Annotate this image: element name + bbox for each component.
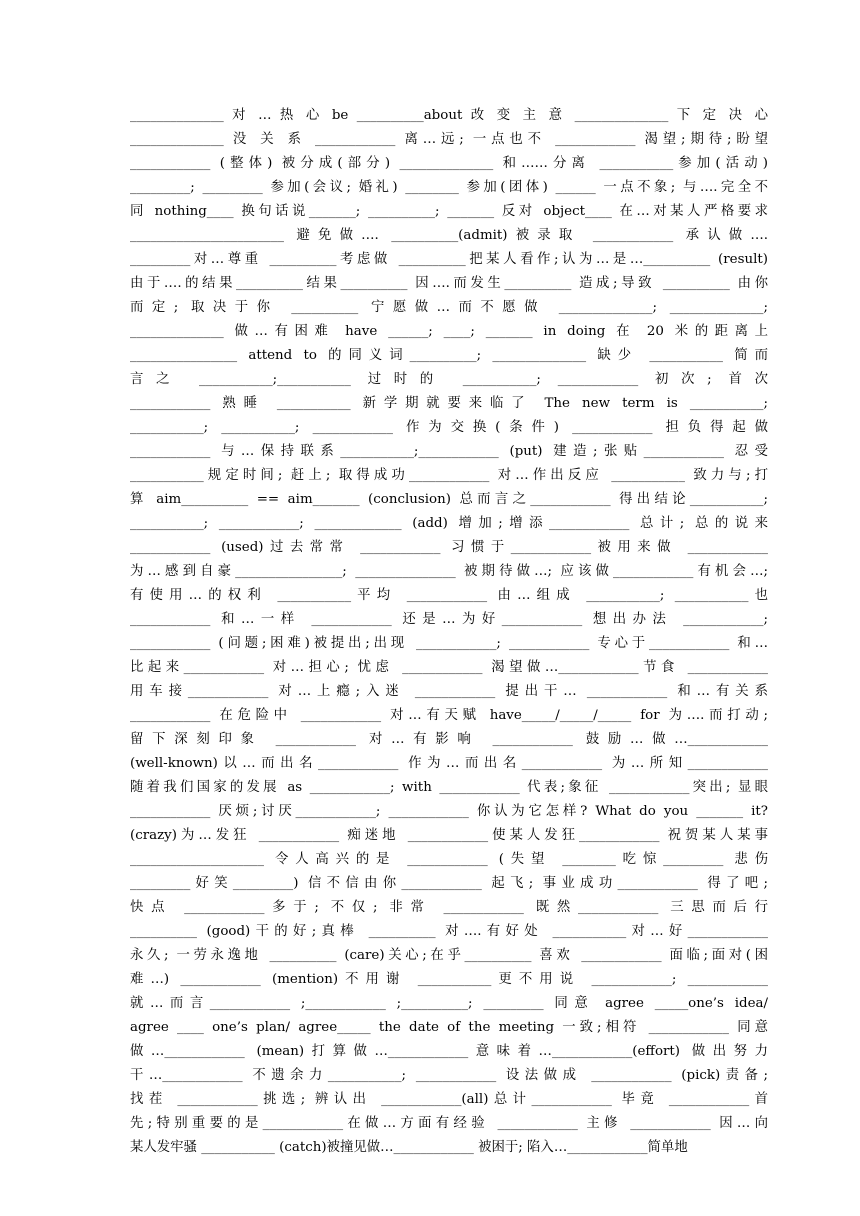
text-line: ____________ 熟睡 ___________ 新学期就要来临了 The new term is ___________;	[130, 396, 768, 411]
text-line: _________; _________ 参加(会议; 婚礼) ________ 参加(团体) ______ 一点不象; 与….完全不	[130, 180, 768, 195]
text-line: 言之 ___________;___________ 过时的 ___________; ____________ 初次; 首次	[130, 372, 768, 387]
text-line: ____________________ 令人高兴的是 ____________ (失望 ________吃惊_________ 悲伤	[130, 852, 768, 867]
text-line: 就…而言____________ ;____________ ;__________; _________ 同意 agree _____one’s idea/	[130, 996, 768, 1011]
text-line: ____________ 厌烦;讨厌____________; ____________ 你认为它怎样? What do you _______ it?	[130, 804, 768, 819]
text-line: 比起来____________ 对…担心; 忧虑 ____________ 渴望做…____________节食 ____________	[130, 660, 768, 675]
text-line: ______________ 没 关 系 ____________ 离…远; 一点也不 ____________ 渴望;期待;盼望	[130, 132, 768, 147]
text-line: 用车接____________ 对…上瘾;入迷 ____________ 提出干… ____________ 和…有关系	[130, 684, 768, 699]
text-line: __________ (good)干的好;真棒 __________ 对….有好处 ___________对…好____________	[130, 924, 768, 939]
text-line: ____________ 与…保持联系___________;____________ (put) 建造;张贴____________ 忍受	[130, 444, 768, 459]
document-page	[130, 104, 768, 1160]
text-line: 留下深刻印象 ____________ 对…有影响 ____________ 鼓励…做…____________	[130, 732, 768, 747]
text-line: ____________ 和…一样 ____________ 还是…为好____________ 想出办法 ____________;	[130, 612, 768, 627]
text-line: 有使用…的权利 ___________平均 ____________ 由…组成 ___________; ___________也	[130, 588, 768, 603]
text-line: _______________________ 避免做…. __________(admit)被录取 ____________ 承认做….	[130, 228, 768, 243]
text-line: agree ____ one’s plan/ agree_____ the date of the meeting 一致;相符 ____________ 同意	[130, 1020, 768, 1035]
text-line: (well-known)以…而出名____________ 作为…而出名____________ 为…所知____________	[130, 756, 768, 771]
text-line: 干…____________ 不遗余力___________; ____________ 设法做成 ____________ (pick)责备;	[130, 1068, 768, 1083]
text-line: ___________规定时间; 赶上; 取得成功____________ 对…作出反应 ___________ 致力与;打	[130, 468, 768, 483]
text-line: 随着我们国家的发展 as ____________; with ____________ 代表;象征 ____________突出; 显眼	[130, 780, 768, 795]
text-line: ___________; ____________; _____________ (add) 增加;增添____________ 总计; 总的说来	[130, 516, 768, 531]
text-line: ______________ 对 … 热 心 be __________about 改 变 主 意 ______________ 下 定 决 心	[130, 108, 768, 123]
text-line: 由于….的结果__________结果__________ 因….而发生__________ 造成;导致 __________ 由你	[130, 276, 768, 291]
text-line: ______________ 做…有困难 have ______; ____; _______ in doing 在 20 米的距离上	[130, 324, 768, 339]
text-line: ____________ (整体) 被分成(部分) ______________ 和……分离 ___________参加(活动)	[130, 156, 768, 171]
text-line: 做…____________ (mean)打算做…____________意味着…____________(effort) 做出努力	[130, 1044, 768, 1059]
text-line: ________________ attend to 的同义词__________; ______________ 缺少 ___________ 简而	[130, 348, 768, 363]
text-line: 永久; 一劳永逸地 __________ (care)关心;在乎__________ 喜欢 ____________ 面临;面对(困	[130, 948, 768, 963]
text-line: (crazy)为…发狂 ____________ 痴迷地 ____________使某人发狂____________ 祝贺某人某事	[130, 828, 768, 843]
text-line: ____________ 在危险中 ____________ 对…有天赋 have_____/_____/_____ for 为….而打动;	[130, 708, 768, 723]
text-line: 为…感到自豪________________; _______________ 被期待做…; 应该做____________有机会…;	[130, 564, 768, 579]
text-line: 同 nothing____ 换句话说_______; __________; _______ 反对 object____ 在…对某人严格要求	[130, 204, 768, 219]
text-line: 某人发牢骚 ___________ (catch)被撞见做…____________ 被困于; 陷入…____________简单地	[130, 1140, 688, 1155]
text-line: _________对…尊重 __________考虑做 __________把某人看作;认为…是…__________ (result)	[130, 252, 768, 267]
text-line: ____________ (问题;困难)被提出;出现 ____________; ____________ 专心于____________ 和…	[130, 636, 768, 651]
text-line: 算 aim__________ == aim_______ (conclusion) 总而言之____________ 得出结论___________;	[130, 492, 768, 507]
text-line: 而定; 取决于你 __________ 宁愿做…而不愿做 ______________; ______________;	[130, 300, 768, 315]
text-line: 找茬 ____________挑选; 辨认出 ____________(all)总计____________ 毕竟 ____________首	[130, 1092, 768, 1107]
text-line: _________好笑_________) 信不信由你____________ 起飞; 事业成功____________ 得了吧;	[130, 876, 768, 891]
text-line: 难…) ____________ (mention)不用谢 ___________更不用说 ____________; ____________	[130, 972, 768, 987]
text-line: ___________; ___________; ____________ 作为交换(条件) ____________ 担负得起做	[130, 420, 768, 435]
text-line: ____________ (used)过去常常 ____________ 习惯于____________被用来做 ____________	[130, 540, 768, 555]
text-line: 快点 ____________多于; 不仅; 非常 ____________ 既然____________ 三思而后行	[130, 900, 768, 915]
text-line: 先;特别重要的是____________在做…方面有经验 ____________ 主修 ____________ 因…向	[130, 1116, 768, 1131]
